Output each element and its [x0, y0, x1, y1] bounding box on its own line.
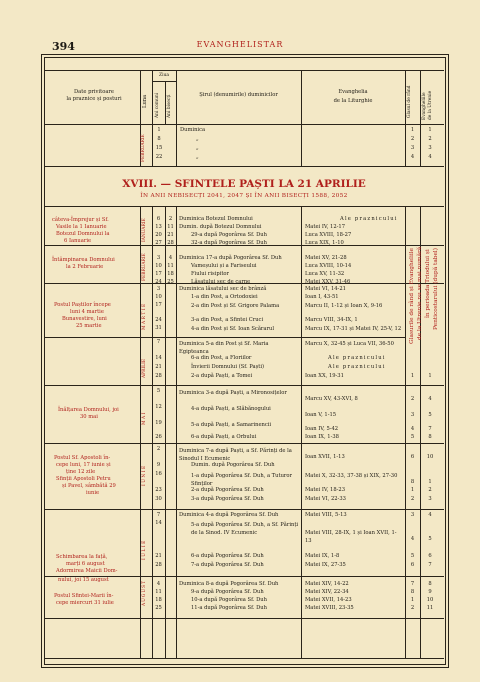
rule-line [420, 70, 421, 124]
cell-text: „ [196, 154, 199, 160]
feb-block-month: FEBRUARIE [141, 134, 146, 162]
cell-text: ține 12 zile [66, 469, 96, 475]
cell-text: Marcu X, 32-45 și Luca VII, 36-50 [305, 341, 394, 347]
cell-text: 2 [410, 605, 415, 611]
cell-text: Marcu II, 1-12 și Ioan X, 9-16 [305, 303, 383, 309]
cell-text: Matei XVII, 14-23 [305, 597, 352, 603]
cell-text: 10 [426, 454, 434, 460]
cell-text: 8 [428, 434, 432, 440]
cell-text: Învierii Domnului (Sf. Paști) [191, 364, 265, 370]
mai-feast: Înălțarea Domnului, joi [58, 407, 119, 413]
rule-line [301, 124, 302, 166]
feb-month: FEBRUARIE [142, 253, 147, 281]
cell-text: 1 [410, 487, 415, 493]
cell-text: Ioan V, 1-15 [305, 412, 337, 418]
cell-text: 1 [410, 127, 415, 133]
cell-text: 9 [156, 462, 161, 468]
cell-text: 20 [155, 232, 162, 238]
cell-text: 9 [428, 589, 432, 595]
ian-month: IANUARIE [142, 218, 147, 242]
cell-text: Matei XXV, 31-46 [305, 279, 351, 285]
cell-text: 2 [428, 487, 432, 493]
cell-text: 3 [428, 145, 432, 151]
cell-text: 2 [410, 496, 415, 502]
rule-line [44, 124, 444, 125]
section-subtitle: ÎN ANII NEBISECȚI 2041, 2047 ȘI ÎN ANII BISECȚI 1588, 2052 [140, 193, 348, 199]
cell-text: Marcu XV, 43-XVI, 8 [305, 396, 358, 402]
side-note: Glasurile de rând și Evangheliile [409, 248, 415, 344]
cell-text: 1 [428, 127, 432, 133]
cell-text: 5 [410, 434, 415, 440]
cell-text: 10 [426, 597, 434, 603]
rule-line [44, 443, 444, 444]
mai-row: Duminica 3-a după Paști, a Mironosițelor [179, 390, 287, 396]
cell-text: Marcu VIII, 34-IX, 1 [305, 317, 358, 323]
cell-text: Vasile la 1 Ianuarie [56, 224, 107, 230]
cell-text: 4 [410, 154, 415, 160]
cell-text: Matei VIII, 28-IX, 1 și Ioan XVII, 1-13 [305, 530, 397, 544]
cell-text: 31 [155, 325, 162, 331]
cell-text: 2-a după Paști, a Tomei [191, 373, 253, 379]
aug-row: Duminica 8-a după Pogorârea Sf. Duh [179, 581, 279, 587]
header-luna: Luna [142, 94, 148, 108]
cell-text: 3-a din Post, a Sfintei Cruci [191, 317, 264, 323]
cell-text: 10 [155, 263, 162, 269]
cell-text: Sfinții Apostoli Petru [56, 476, 111, 482]
cell-text: 28 [155, 562, 162, 568]
rule-line [44, 658, 444, 659]
cell-text: Matei IV, 18-23 [305, 487, 346, 493]
rule-line [140, 206, 141, 658]
cell-text: 4 [428, 396, 432, 402]
cell-text: 8 [157, 136, 161, 142]
cell-text: 1 [428, 479, 432, 485]
apr-month: APRILIE [142, 358, 147, 378]
cell-text: 17 [155, 302, 162, 308]
cell-text: 16 [155, 471, 162, 477]
cell-text: cepe luni, 17 iunie și [56, 462, 111, 468]
cell-text: 3 [428, 496, 432, 502]
header-evanghelia: Evanghelia [338, 89, 368, 95]
cell-text: 2-a din Post și Sf. Grigore Palama [191, 303, 280, 309]
cell-text: 7 [428, 562, 432, 568]
cell-text: 14 [155, 355, 162, 361]
cell-text: 2 [428, 136, 432, 142]
cell-text: 3 [156, 255, 161, 261]
cell-text: Penticostarului (după tabel) [433, 247, 439, 330]
cell-text: 11 [167, 263, 174, 269]
cell-text: Dumin. după Pogorârea Sf. Duh [191, 462, 275, 468]
cell-text: 7 [410, 581, 415, 587]
cell-text: Ioan IX, 1-38 [305, 434, 339, 440]
cell-text: în perioada Triodului și [425, 249, 431, 318]
ian-feast: câteva-Împrejur și Sf. [52, 217, 109, 223]
cell-text: 5-a după Pogorârea Sf. Duh, a Sf. Părinți de la Sinod. IV Ecumenic [191, 522, 299, 536]
cell-text: la praznice și posturi [66, 96, 122, 102]
cell-text: Ale praznicului [340, 216, 398, 222]
iun-feast: Postul Sf. Apostoli în- [54, 455, 111, 461]
cell-text: 26 [155, 434, 162, 440]
cell-text: 4 [410, 536, 415, 542]
cell-text: 8 [428, 581, 432, 587]
running-head: EVANGHELISTAR [196, 40, 284, 49]
cell-text: 4-a din Post și Sf. Ioan Scărarul [191, 326, 274, 332]
cell-text: 2 [410, 396, 415, 402]
cell-text: 4 [428, 154, 432, 160]
rule-line [405, 70, 406, 124]
mar-row: Duminica lăsatului sec de brânză [179, 286, 267, 292]
cell-text: Ioan XX, 19-31 [305, 373, 344, 379]
cell-text: cepe miercuri 31 iulie [56, 600, 114, 606]
cell-text: 7 [156, 339, 161, 345]
header-glasul: Glasul de rând [407, 85, 412, 118]
cell-text: 6 [410, 562, 415, 568]
cell-text: 1 [157, 127, 161, 133]
cell-text: 5 [428, 412, 432, 418]
cell-text: 4 [156, 581, 161, 587]
cell-text: 4-a după Paști, a Slăbănogului [191, 406, 271, 412]
cell-text: 28 [155, 373, 162, 379]
cell-text: Ale praznicului [328, 355, 386, 361]
cell-text: 1 [410, 373, 415, 379]
cell-text: Ioan XVII, 1-13 [305, 454, 345, 460]
aug-month: AUGUST [142, 579, 147, 606]
cell-text: Matei XV, 21-28 [305, 255, 347, 261]
cell-text: Matei VI, 14-21 [305, 286, 346, 292]
cell-text: 11 [155, 589, 162, 595]
cell-text: Date privitoare [74, 89, 114, 95]
cell-text: 5-a după Paști, a Samarinencii [191, 422, 272, 428]
cell-text: 8 [410, 589, 415, 595]
cell-text: 30 [155, 496, 162, 502]
feb-block-row: Duminica [180, 127, 206, 133]
cell-text: Matei XIV, 22-34 [305, 589, 349, 595]
rule-line [301, 70, 302, 124]
cell-text: 24 [155, 317, 162, 323]
cell-text: Marcu IX, 17-31 și Matei IV, 25-V, 12 [305, 326, 402, 332]
feb-feast: Întâmpinarea Domnului [52, 257, 115, 263]
cell-text: 25 [155, 605, 162, 611]
cell-text: nului, joi 15 august [58, 577, 109, 583]
cell-text: Matei IV, 12-17 [305, 224, 346, 230]
cell-text: 6-a după Pogorârea Sf. Duh [191, 553, 264, 559]
apr-row: Duminica 5-a din Post și Sf. Maria Egipteanca [179, 341, 269, 355]
header-ani-comuni: Ani comuni [155, 92, 160, 118]
rule-line [44, 206, 444, 207]
header-ziua: Ziua [159, 73, 169, 78]
iun-row: Duminica 7-a după Paști, a Sf. Părinți de la Sinodul I Ecumenic [179, 448, 292, 462]
cell-text: Luca XVIII, 10-14 [305, 263, 352, 269]
cell-text: 3 [410, 512, 415, 518]
cell-text: Ale praznicului [328, 364, 386, 370]
cell-text: 6-a după Paști, a Orbului [191, 434, 257, 440]
rule-line [152, 81, 176, 82]
cell-text: 27 [155, 240, 162, 246]
cell-text: 14 [155, 520, 162, 526]
rule-line [44, 70, 444, 71]
cell-text: Matei IX, 27-35 [305, 562, 346, 568]
cell-text: 6 Ianuarie [64, 238, 92, 244]
rule-line [44, 618, 444, 619]
cell-text: Luca XV, 11-32 [305, 271, 345, 277]
cell-text: 6 [410, 454, 415, 460]
cell-text: Matei X, 32-33, 37-38 și XIX, 27-30 [305, 473, 398, 479]
cell-text: 4 [410, 426, 415, 432]
cell-text: Matei VIII, 5-13 [305, 512, 347, 518]
cell-text: 5 [410, 553, 415, 559]
cell-text: 15 [155, 145, 163, 151]
cell-text: Ioan I, 43-51 [305, 294, 339, 300]
cell-text: 11-a după Pogorârea Sf. Duh [191, 605, 267, 611]
cell-text: 3 [410, 145, 415, 151]
cell-text: 21 [155, 364, 162, 370]
cell-text: de la Utrenie nu se mai numără [417, 246, 423, 340]
cell-text: 9-a după Pogorârea Sf. Duh [191, 589, 264, 595]
mar-feast: Postul Paștilor începe [54, 302, 111, 308]
cell-text: 21 [155, 553, 162, 559]
cell-text: 1 [428, 373, 432, 379]
rule-line [44, 509, 444, 510]
cell-text: 6 [156, 216, 161, 222]
iun-month: IUNIE [142, 464, 147, 486]
rule-line [44, 166, 444, 167]
iul-month: IULIE [142, 539, 147, 560]
rule-line [44, 385, 444, 386]
cell-text: Dumin. după Botezul Domnului [179, 224, 262, 230]
cell-text: 7 [428, 426, 432, 432]
cell-text: 2 [168, 216, 173, 222]
cell-text: 32-a după Pogorârea Sf. Duh [191, 240, 267, 246]
cell-text: luni 4 martie [70, 309, 104, 315]
cell-text: 21 [167, 232, 174, 238]
cell-text: 10-a după Pogorârea Sf. Duh [191, 597, 267, 603]
cell-text: „ [196, 145, 199, 151]
cell-text: 30 mai [80, 414, 98, 420]
cell-text: 24 [155, 279, 162, 285]
cell-text: și Pavel, sâmbătă 29 [62, 483, 116, 489]
cell-text: Matei XVIII, 23-35 [305, 605, 354, 611]
header-date-col [50, 90, 138, 95]
rule-line [176, 206, 177, 658]
cell-text: Adormirea Maicii Dom- [56, 568, 118, 574]
cell-text: 1 [410, 597, 415, 603]
cell-text: Vameșului și a Fariseului [191, 263, 257, 269]
feb-row: Duminica 17-a după Pogorârea Sf. Duh [179, 255, 282, 261]
cell-text: Fiului risipitor [191, 271, 230, 277]
cell-text: 17 [155, 271, 162, 277]
cell-text: 29-a după Pogorârea Sf. Duh [191, 232, 267, 238]
iul-feast: Schimbarea la față, [56, 554, 108, 560]
cell-text: 11 [167, 224, 174, 230]
cell-text: Lăsatului sec de carne [191, 279, 251, 285]
cell-text: 2-a după Pogorârea Sf. Duh [191, 487, 264, 493]
cell-text: marți 6 august [66, 561, 105, 567]
cell-text: Matei XIV, 14-22 [305, 581, 349, 587]
cell-text: 2 [156, 446, 161, 452]
cell-text: 7-a după Pogorârea Sf. Duh [191, 562, 264, 568]
cell-text: 25 [167, 279, 174, 285]
cell-text: Matei IX, 1-8 [305, 553, 340, 559]
cell-text: 3-a după Pogorârea Sf. Duh [191, 496, 264, 502]
cell-text: 12 [155, 404, 162, 410]
cell-text: 5 [156, 388, 161, 394]
cell-text: 1-a din Post, a Ortodoxiei [191, 294, 258, 300]
cell-text: de la Utrenie [428, 90, 433, 120]
cell-text: 1-a după Pogorârea Sf. Duh, a Tuturor Sfinților [191, 473, 293, 487]
rule-line [165, 81, 166, 124]
cell-text: 6-a din Post, a Floriilor [191, 355, 252, 361]
rule-line [140, 70, 141, 124]
section-title: XVIII. — SFINTELE PAȘTI LA 21 APRILIE [122, 178, 366, 190]
cell-text: Matei VI, 22-33 [305, 496, 346, 502]
cell-text: 22 [155, 154, 163, 160]
mai-month: MAI [142, 411, 147, 425]
cell-text: iunie [86, 490, 100, 496]
rule-line [44, 337, 405, 338]
cell-text: 5 [428, 536, 432, 542]
cell-text: 6 [428, 553, 432, 559]
cell-text: de la Liturghie [333, 98, 373, 104]
cell-text: 18 [155, 597, 162, 603]
cell-text: Luca XIX, 1-10 [305, 240, 344, 246]
iul-row: Duminica 4-a după Pogorârea Sf. Duh [179, 512, 279, 518]
cell-text: 19 [155, 420, 162, 426]
cell-text: Ioan IV, 5-42 [305, 426, 339, 432]
cell-text: 18 [167, 271, 174, 277]
cell-text: Botezul Domnului la [56, 231, 110, 237]
cell-text: 2 [410, 136, 415, 142]
cell-text: 10 [155, 294, 162, 300]
aug-feast: Postul Sfintei-Marii în- [54, 593, 114, 599]
cell-text: 8 [410, 479, 415, 485]
mar-month: MARTIE [142, 302, 147, 330]
cell-text: 13 [155, 224, 162, 230]
page-number: 394 [52, 40, 75, 53]
cell-text: 25 martie [76, 323, 102, 329]
cell-text: 4 [428, 512, 432, 518]
header-ani-bisecti: Ani bisecți [167, 94, 172, 118]
cell-text: 3 [410, 412, 415, 418]
header-evanghelii-utrenie: Evangheliile [422, 92, 427, 120]
cell-text: 23 [155, 487, 162, 493]
cell-text: Luca XVIII, 18-27 [305, 232, 352, 238]
cell-text: 11 [426, 605, 434, 611]
cell-text: Bunavestire, luni [62, 316, 107, 322]
cell-text: 4 [168, 255, 173, 261]
ian-row: Duminica Botezul Domnului [179, 216, 253, 222]
header-sirul: Șirul (denumirile) duminicilor [199, 92, 278, 98]
rule-line [301, 206, 302, 658]
cell-text: la 2 Februarie [66, 264, 104, 270]
cell-text: 7 [156, 512, 161, 518]
rule-line [176, 124, 177, 166]
cell-text: 3 [156, 286, 161, 292]
cell-text: 28 [167, 240, 174, 246]
cell-text: „ [196, 136, 199, 142]
